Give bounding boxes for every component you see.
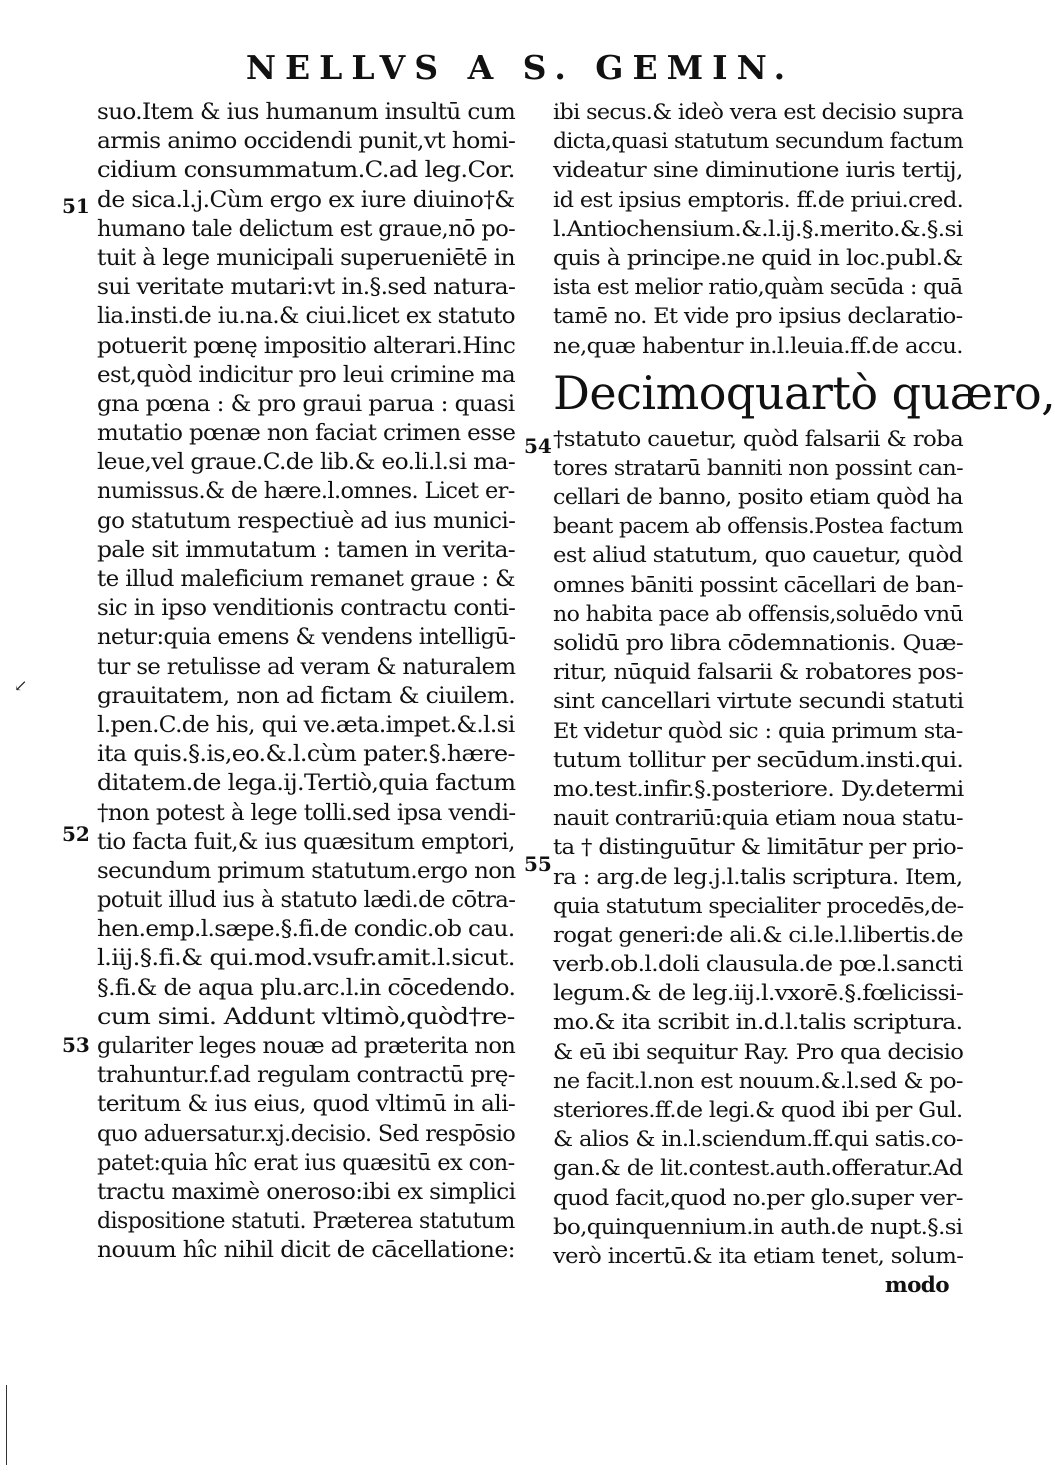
text-line: verb.ob.l.doli clausula.de pœ.l.sancti (553, 952, 963, 978)
text-line: hen.emp.l.sæpe.§.fi.de condic.ob cau. (97, 917, 515, 943)
text-line: l.pen.C.de his, qui ve.æta.impet.&.l.si (97, 712, 515, 738)
text-line: cidium consummatum.C.ad leg.Cor. (97, 158, 515, 184)
text-line: tores stratarū banniti non possint can- (553, 455, 964, 481)
text-line: solidū pro libra cōdemnationis. Quæ- (553, 631, 964, 656)
text-line: te illud maleficium remanet graue : & (97, 567, 516, 592)
text-line: ra : arg.de leg.j.l.talis scriptura. Item, (553, 864, 963, 890)
section-heading: Decimoquartò quæro, (553, 365, 1055, 420)
text-line: id est ipsius emptoris. ff.de priui.cred. (553, 187, 964, 213)
text-line: mutatio pœnæ non faciat crimen esse (97, 421, 516, 447)
text-line: omnes bāniti possint cācellari de ban- (553, 572, 963, 598)
text-line: & alios & in.l.sciendum.ff.qui satis.co- (553, 1127, 963, 1153)
text-line: steriores.ff.de legi.& quod ibi per Gul. (553, 1098, 963, 1123)
text-line: ita quis.§.is,eo.&.l.cùm pater.§.hære- (97, 742, 515, 768)
text-line: beant pacem ab offensis.Postea factum (553, 514, 963, 540)
text-line: dispositione statuti. Præterea statutum (97, 1209, 515, 1235)
text-line: secundum primum statutum.ergo non (97, 858, 516, 884)
left-column (97, 98, 515, 1266)
text-line: suo.Item & ius humanum insultū cum (97, 100, 516, 125)
text-line: nouum hîc nihil dicit de cācellatione: (97, 1238, 515, 1264)
stray-mark: ↙ (14, 676, 28, 695)
text-line: ne facit.l.non est nouum.&.l.sed & po- (553, 1068, 963, 1094)
text-line: gulariter leges nouæ ad præterita non (97, 1034, 516, 1059)
text-line: ibi secus.& ideò vera est decisio supra (553, 100, 964, 125)
text-line: est aliud statutum, quo cauetur, quòd (553, 543, 963, 569)
text-line: potuerit pœnę impositio alterari.Hinc (97, 333, 516, 359)
text-line: dicta,quasi statutum secundum factum (553, 129, 964, 155)
text-line: l.Antiochensium.&.l.ij.§.merito.&.§.si (553, 216, 963, 242)
text-line: sui veritate mutari:vt in.§.sed natura- (97, 275, 516, 301)
text-line: nauit contrariū:quia etiam noua statu- (553, 806, 963, 832)
text-line: grauitatem, non ad fictam & ciuilem. (97, 683, 516, 709)
right-column (553, 98, 1055, 1300)
text-line: teritum & ius eius, quod vltimū in ali- (97, 1092, 516, 1118)
page-edge-mark (6, 1385, 7, 1465)
text-line: est,quòd indicitur pro leui crimine ma (97, 362, 516, 388)
text-line: gan.& de lit.contest.auth.offeratur.Ad (553, 1156, 963, 1182)
text-line: ditatem.de lega.ij.Tertiò,quia factum (97, 771, 516, 797)
margin-number-54: 54 (524, 434, 552, 458)
margin-number-55: 55 (524, 852, 552, 876)
running-title: NELLVS A S. GEMIN. (245, 48, 795, 87)
text-line: humano tale delictum est graue,nō po- (97, 216, 516, 242)
text-line: ne,quæ habentur in.l.leuia.ff.de accu. (553, 333, 963, 359)
text-line: mo.test.infir.§.posteriore. Dy.determi (553, 776, 964, 802)
text-line: tractu maximè oneroso:ibi ex simplici (97, 1179, 516, 1205)
text-line: trahuntur.f.ad regulam contractū prę- (97, 1063, 515, 1089)
margin-number-52: 52 (62, 822, 90, 846)
text-line: verò incertū.& ita etiam tenet, solum- (553, 1243, 964, 1269)
text-line: ista est melior ratio,quàm secūda : quā (553, 275, 963, 301)
text-line: mo.& ita scribit in.d.l.talis scriptura. (553, 1010, 963, 1036)
text-line: sint cancellari virtute secundi statuti (553, 689, 964, 715)
text-line: gna pœna : & pro graui parua : quasi (97, 391, 515, 417)
margin-number-53: 53 (62, 1033, 90, 1057)
text-line: potuit illud ius à statuto lædi.de cōtra- (97, 888, 516, 914)
text-line: bo,quinquennium.in auth.de nupt.§.si (553, 1214, 963, 1240)
text-line: no habita pace ab offensis,soluēdo vnū (553, 601, 964, 627)
text-line: cum simi. Addunt vltimò,quòd†re- (97, 1004, 515, 1030)
text-line: quod facit,quod no.per glo.super ver- (553, 1185, 963, 1211)
text-line: go statutum respectiuè ad ius munici- (97, 508, 516, 534)
text-line: tio facta fuit,& ius quæsitum emptori, (97, 829, 515, 855)
text-line: pale sit immutatum : tamen in verita- (97, 537, 515, 563)
text-line: cellari de banno, posito etiam quòd ha (553, 485, 963, 511)
text-line: tuit à lege municipali superueniētē in (97, 245, 515, 271)
text-line: lia.insti.de iu.na.& ciui.licet ex statuto (97, 304, 515, 330)
text-line: videatur sine diminutione iuris tertij, (553, 158, 963, 184)
text-line: tur se retulisse ad veram & naturalem (97, 654, 516, 680)
text-line: numissus.& de hære.l.omnes. Licet er- (97, 479, 515, 505)
text-line: §.fi.& de aqua plu.arc.l.in cōcedendo. (97, 975, 516, 1001)
text-line: netur:quia emens & vendens intelligū- (97, 625, 516, 651)
text-line: & eū ibi sequitur Ray. Pro qua decisio (553, 1039, 964, 1065)
text-line: patet:quia hîc erat ius quæsitū ex con- (97, 1150, 515, 1176)
text-line: quo aduersatur.xj.decisio. Sed respōsio (97, 1121, 516, 1147)
text-line: sic in ipso venditionis contractu conti- (97, 596, 516, 622)
text-line: l.iij.§.fi.& qui.mod.vsufr.amit.l.sicut. (97, 946, 515, 972)
catchword: modo (884, 1273, 949, 1299)
text-line: quis à principe.ne quid in loc.publ.& (553, 245, 963, 271)
text-line: armis animo occidendi punit,vt homi- (97, 129, 516, 155)
text-line: quia statutum specialiter procedēs,de- (553, 893, 964, 919)
text-line: rogat generi:de ali.& ci.le.l.libertis.de (553, 922, 963, 948)
text-line: ta † distinguūtur & limitātur per prio- (553, 835, 964, 861)
text-line: †non potest à lege tolli.sed ipsa vendi- (97, 800, 516, 826)
margin-number-51: 51 (62, 194, 90, 218)
text-line: ritur, nūquid falsarii & robatores pos- (553, 660, 964, 686)
text-line: tutum tollitur per secūdum.insti.qui. (553, 747, 964, 773)
text-line: legum.& de leg.iij.l.vxorē.§.fœlicissi- (553, 981, 964, 1007)
text-line: leue,vel graue.C.de lib.& eo.li.l.si ma- (97, 450, 516, 476)
text-line: Et videtur quòd sic : quia primum sta- (553, 718, 963, 744)
text-line: tamē no. Et vide pro ipsius declaratio- (553, 304, 963, 330)
text-line: de sica.l.j.Cùm ergo ex iure diuino†& (97, 187, 515, 213)
text-line: †statuto cauetur, quòd falsarii & roba (553, 426, 964, 452)
